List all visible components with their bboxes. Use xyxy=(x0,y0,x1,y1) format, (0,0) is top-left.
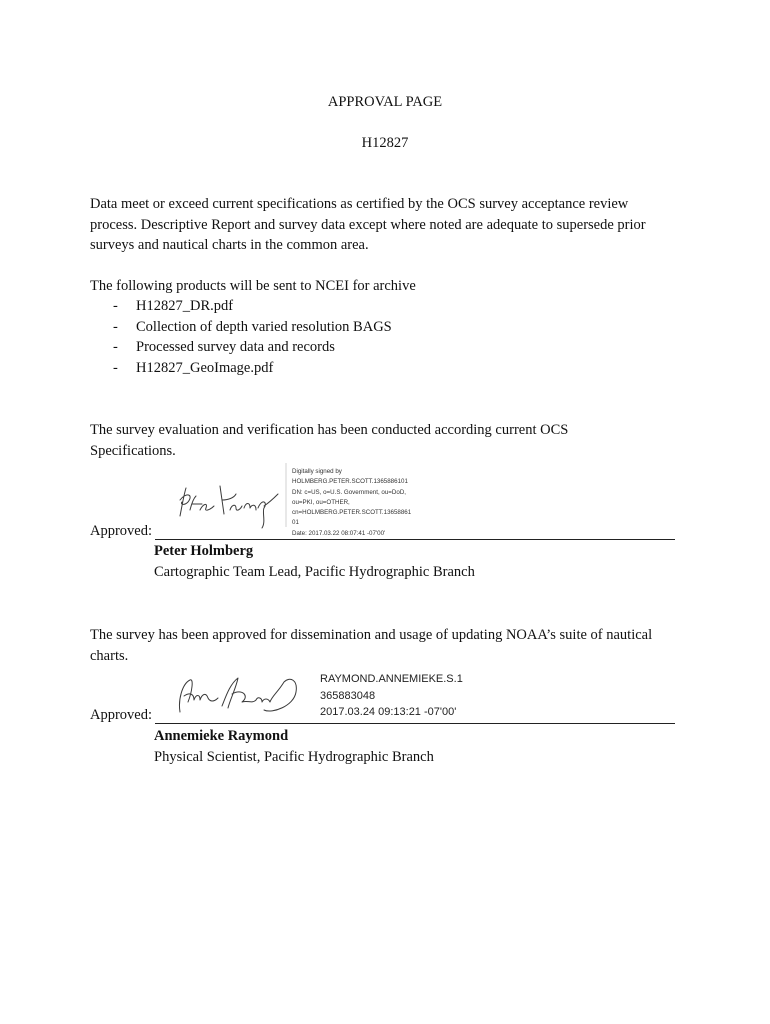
dissemination-paragraph xyxy=(90,625,690,666)
digital-signature-block xyxy=(320,671,463,721)
approver-name: Peter Holmberg xyxy=(154,543,254,559)
list-item-text: H12827_GeoImage.pdf xyxy=(136,359,274,376)
signature-line: DN: c=US, o=U.S. Government, ou=DoD, xyxy=(292,488,407,496)
digital-signature-block xyxy=(292,467,422,539)
signature-line: RAYMOND.ANNEMIEKE.S.1 xyxy=(320,673,463,685)
approved-label: Approved: xyxy=(90,707,153,723)
list-item-text: Collection of depth varied resolution BAGS xyxy=(136,318,392,335)
list-item xyxy=(113,358,392,379)
signature-line: 365883048 xyxy=(320,689,376,702)
signature-line: ou=PKI, ou=OTHER, xyxy=(292,498,350,506)
archive-list xyxy=(113,296,392,378)
list-item xyxy=(113,317,392,338)
archive-lead: The following products will be sent to NCEI for archive xyxy=(90,278,416,294)
approved-label: Approved: xyxy=(90,523,153,539)
list-item xyxy=(113,296,392,317)
intro-line: Data meet or exceed current specifications as certified by the OCS survey acceptance review xyxy=(90,196,629,212)
list-item xyxy=(113,337,392,358)
signature-line: cn=HOLMBERG.PETER.SCOTT.13658861 xyxy=(292,509,412,517)
list-item-text: H12827_DR.pdf xyxy=(136,298,234,314)
intro-line: process. Descriptive Report and survey data except where noted are adequate to supersede prior xyxy=(90,216,646,233)
page-title: APPROVAL PAGE xyxy=(327,94,443,110)
list-bullet: - xyxy=(113,359,118,376)
raymond-signature-image xyxy=(172,672,307,718)
list-bullet: - xyxy=(113,339,118,355)
dissemination-line: charts. xyxy=(90,647,129,664)
approver-role: Physical Scientist, Pacific Hydrographic Branch xyxy=(154,749,434,765)
dissemination-line: The survey has been approved for dissemination and usage of updating NOAA’s suite of nautical xyxy=(90,627,653,643)
intro-paragraph xyxy=(90,194,690,256)
list-bullet: - xyxy=(113,298,118,314)
signature-line: Digitally signed by xyxy=(292,468,342,475)
signature-line: Date: 2017.03.22 08:07:41 -07'00' xyxy=(292,529,386,537)
verification-line: Specifications. xyxy=(90,442,176,459)
list-bullet: - xyxy=(113,318,118,335)
signature-divider xyxy=(285,463,287,527)
holmberg-signature-image xyxy=(170,480,285,530)
list-item-text: Processed survey data and records xyxy=(136,339,335,355)
signature-line: 01 xyxy=(292,519,299,527)
signature-line: 2017.03.24 09:13:21 -07'00' xyxy=(320,706,457,718)
verification-paragraph xyxy=(90,420,690,461)
verification-line: The survey evaluation and verification has been conducted according current OCS xyxy=(90,422,569,438)
approver-name: Annemieke Raymond xyxy=(154,728,289,744)
signature-line-rule xyxy=(155,539,675,540)
survey-id: H12827 xyxy=(361,135,409,151)
signature-line-rule xyxy=(155,723,675,724)
signature-line: HOLMBERG.PETER.SCOTT.1365886101 xyxy=(292,478,408,486)
intro-line: surveys and nautical charts in the common area. xyxy=(90,237,369,253)
approver-role: Cartographic Team Lead, Pacific Hydrographic Branch xyxy=(154,564,475,580)
